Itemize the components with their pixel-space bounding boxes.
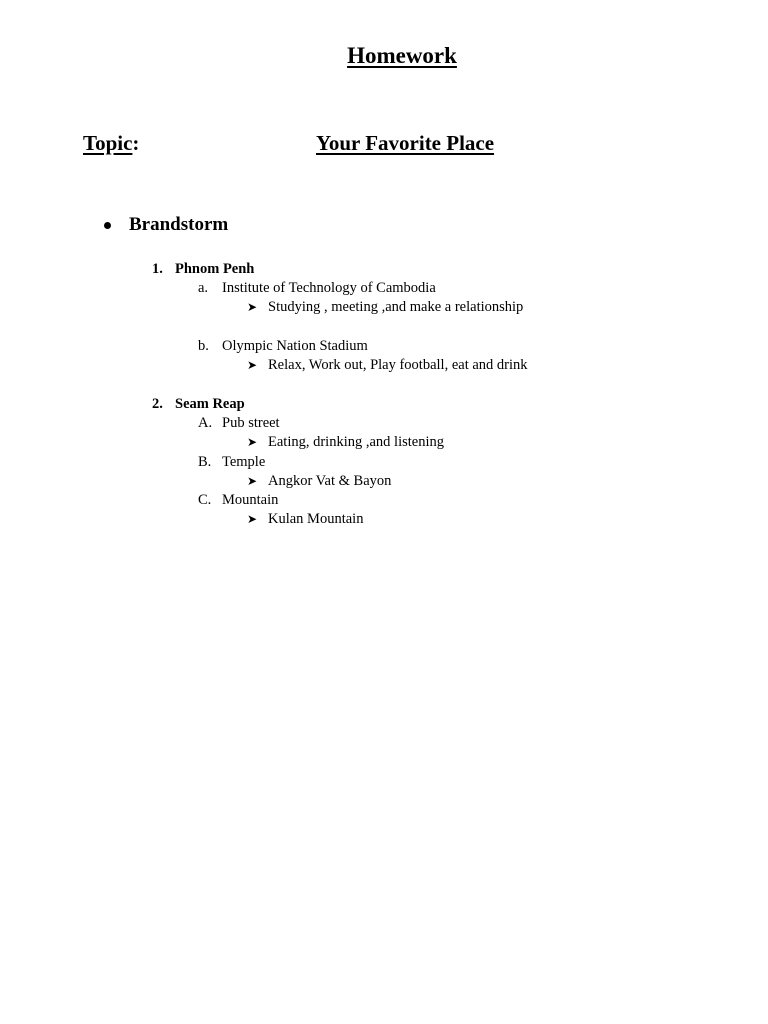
list-item-seam-reap bbox=[152, 395, 245, 414]
detail-text: Angkor Vat & Bayon bbox=[268, 473, 392, 489]
sub-item bbox=[198, 491, 278, 510]
topic-label-text: Topic bbox=[83, 131, 133, 155]
arrow-icon: ➤ bbox=[247, 358, 258, 372]
list-number: 2. bbox=[152, 396, 163, 412]
sub-item-label: Mountain bbox=[222, 492, 279, 508]
list-item-name: Phnom Penh bbox=[175, 261, 255, 277]
topic-colon: : bbox=[132, 131, 140, 155]
detail-item bbox=[247, 472, 391, 491]
sub-item-marker: B. bbox=[198, 454, 212, 470]
sub-item-label: Institute of Technology of Cambodia bbox=[222, 280, 436, 296]
sub-item-marker: C. bbox=[198, 492, 212, 508]
arrow-icon: ➤ bbox=[247, 512, 258, 526]
detail-text: Eating, drinking ,and listening bbox=[268, 434, 444, 450]
arrow-icon: ➤ bbox=[247, 435, 258, 449]
sub-item bbox=[198, 453, 265, 472]
section-heading bbox=[104, 214, 228, 236]
bullet-icon bbox=[104, 222, 111, 229]
detail-item bbox=[247, 356, 528, 375]
detail-text: Studying , meeting ,and make a relationship bbox=[268, 299, 524, 315]
detail-text: Relax, Work out, Play football, eat and drink bbox=[268, 357, 528, 373]
sub-item bbox=[198, 414, 280, 433]
sub-item bbox=[198, 337, 368, 356]
topic-label bbox=[83, 131, 139, 156]
page-title: Homework bbox=[347, 43, 457, 68]
list-item-name: Seam Reap bbox=[175, 396, 245, 412]
sub-item bbox=[198, 279, 436, 298]
topic-value: Your Favorite Place bbox=[316, 131, 495, 155]
sub-item-marker: A. bbox=[198, 415, 213, 431]
list-number: 1. bbox=[152, 261, 163, 277]
sub-item-label: Temple bbox=[222, 454, 266, 470]
detail-item bbox=[247, 298, 523, 317]
arrow-icon: ➤ bbox=[247, 300, 258, 314]
detail-text: Kulan Mountain bbox=[268, 511, 364, 527]
section-heading-text: Brandstorm bbox=[129, 214, 229, 235]
detail-item bbox=[247, 433, 444, 452]
arrow-icon: ➤ bbox=[247, 474, 258, 488]
detail-item bbox=[247, 510, 363, 529]
list-item-phnom-penh bbox=[152, 260, 254, 279]
sub-item-marker: b. bbox=[198, 338, 209, 354]
sub-item-label: Pub street bbox=[222, 415, 280, 431]
sub-item-label: Olympic Nation Stadium bbox=[222, 338, 368, 354]
sub-item-marker: a. bbox=[198, 280, 209, 296]
